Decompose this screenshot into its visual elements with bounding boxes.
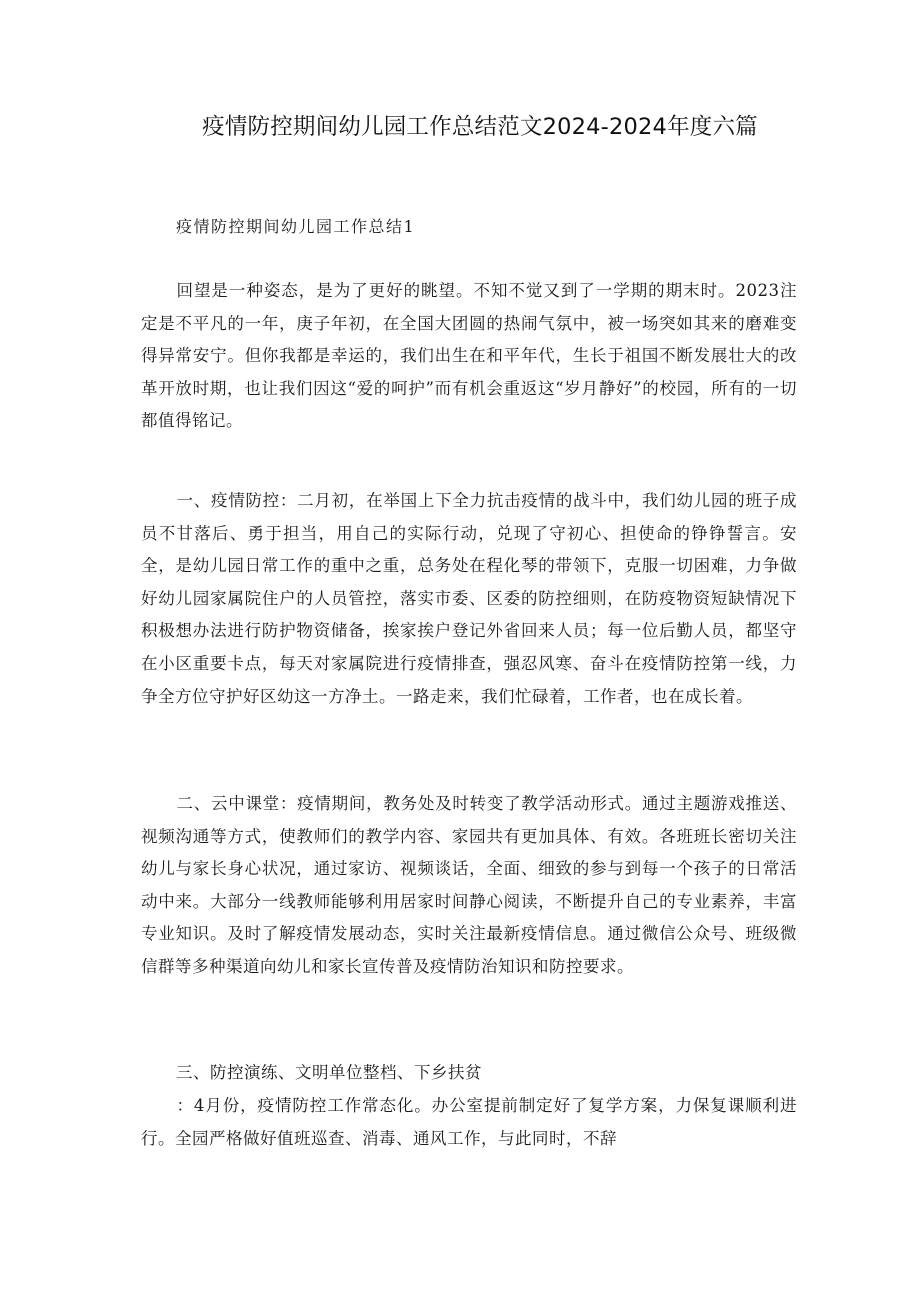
paragraph-section-three: ：4月份，疫情防控工作常态化。办公室提前制定好了复学方案，力保复课顺利进行。全园严格做好值班巡查、消毒、通风工作，与此同时，不辞	[141, 1096, 797, 1148]
paragraph-intro: 回望是一种姿态，是为了更好的眺望。不知不觉又到了一学期的期末时。2023注定是不平凡的一年，庚子年初，在全国大团圆的热闹气氛中，被一场突如其来的磨难变得异常安宁。但你我都是幸运的，我们出生在和平年代，生长于祖国不断发展壮大的改革开放时期，也让我们因这“爱的呵护”而有机会重返这“岁月静好”的校园，所有的一切都值得铭记。	[141, 281, 797, 431]
document-title: 疫情防控期间幼儿园工作总结范文2024-2024年度六篇	[202, 114, 758, 140]
paragraph-epidemic-control: 一、疫情防控：二月初，在举国上下全力抗击疫情的战斗中，我们幼儿园的班子成员不甘落后、勇于担当，用自己的实际行动，兑现了守初心、担使命的铮铮誓言。安全，是幼儿园日常工作的重中之重，总务处在程化琴的带领下，克服一切困难，力争做好幼儿园家属院住户的人员管控，落实市委、区委的防控细则，在防疫物资短缺情况下积极想办法进行防护物资储备，挨家挨户登记外省回来人员；每一位后勤人员，都坚守在小区重要卡点，每天对家属院进行疫情排查，强忍风寒、奋斗在疫情防控第一线，力争全方位守护好区幼这一方净土。一路走来，我们忙碌着，工作者，也在成长着。	[141, 491, 797, 706]
section-three-heading: 三、防控演练、文明单位整档、下乡扶贫	[176, 1063, 482, 1082]
section-subheading: 疫情防控期间幼儿园工作总结1	[176, 217, 416, 236]
paragraph-cloud-classroom: 二、云中课堂：疫情期间，教务处及时转变了教学活动形式。通过主题游戏推送、视频沟通等方式，使教师们的教学内容、家园共有更加具体、有效。各班班长密切关注幼儿与家长身心状况，通过家访、视频谈话，全面、细致的参与到每一个孩子的日常活动中来。大部分一线教师能够利用居家时间静心阅读，不断提升自己的专业素养，丰富专业知识。及时了解疫情发展动态，实时关注最新疫情信息。通过微信公众号、班级微信群等多种渠道向幼儿和家长宣传普及疫情防治知识和防控要求。	[141, 794, 797, 976]
